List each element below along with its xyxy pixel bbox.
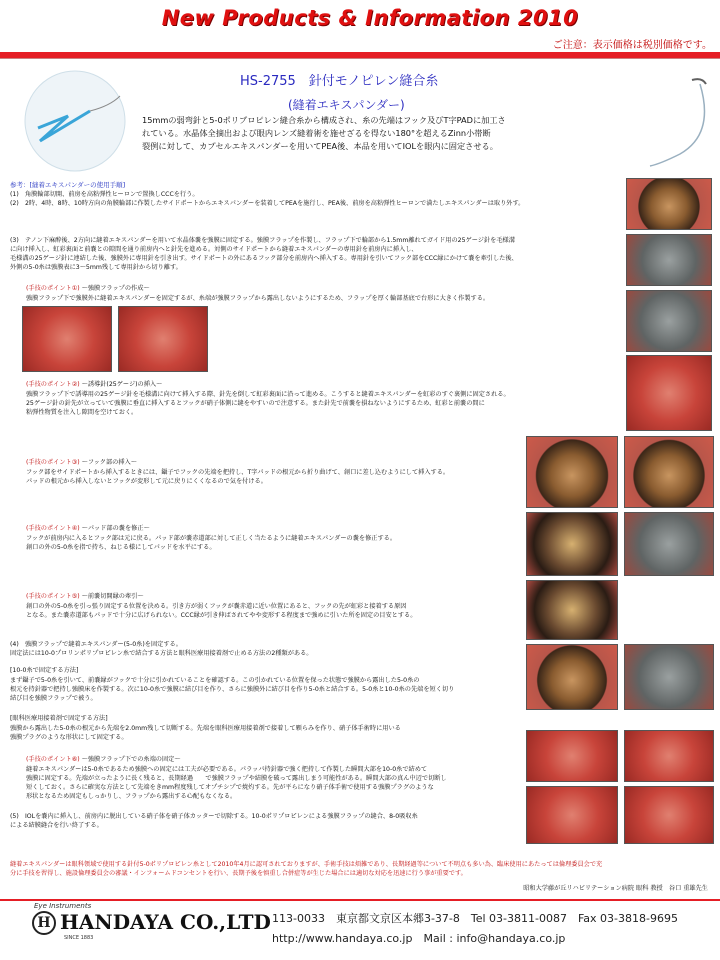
point-4-label: (手技のポイント④) [26,525,80,532]
point-3-heading [26,458,137,467]
caution-line: 分に手技を習得し、施設倫理委員会の審議・インフォームドコンセントを行い、長期予後を慎重し合併症等が生じた場合には適切な対応を迅速に行う事が重要です。 [10,870,467,877]
step-2: (2) 2時、4時、8時、10時方向の角膜輪部に作製したサイドポートからエキスパンダーを装着してPEAを施行し、PEA後、前房を高粘弾性ヒーロンで満たしエキスパンダーは取り外す。 [10,200,525,207]
surgery-photo [626,178,712,230]
surgery-photo [624,730,714,782]
step-3-line: (3) テノン下麻酔後、2方向に縫着エキスパンダーを用いて水晶体嚢を強膜に固定する。強膜フラップを作製し、フラップ下で輪部から1.5mm離れてガイド用の25ゲージ針を毛様溝 [10,237,515,244]
surgery-photo [526,512,618,576]
point-4-line: フックが前房内に入るとフック部は元に戻る。パッド部が嚢赤道部に対して正しく当たるように縫着エキスパンダーの嚢を修正する。 [26,535,397,542]
surgery-photo [626,290,712,352]
method-2-title: [眼科医療用接着剤で固定する方法] [10,715,108,722]
logo-tagline: Eye Instruments [34,902,92,910]
point-4-heading [26,524,150,533]
point-2-line: 25ゲージ針の針先が立っていて強膜に垂直に挿入するとフックが硝子体側に縫をやすいので注意する。また針先で前嚢を損ねないようにするため、虹彩と前嚢の間に [26,400,485,407]
point-6-label: (手技のポイント⑥) [26,756,80,763]
step-5-line: による結膜縫合を行い終了する。 [10,822,103,829]
point-5-heading [26,592,144,601]
method-1-line: 結び目を強膜フラップで被う。 [10,695,97,702]
surgery-photo [526,786,618,844]
surgery-photo [624,512,714,576]
point-2-heading [26,380,162,389]
point-2-label: (手技のポイント②) [26,381,80,388]
point-1-title: 〜強膜フラップの作成〜 [81,285,150,292]
point-3-line: パッドの根元から挿入しないとフックが変形して元に戻りにくくなるので気を付ける。 [26,478,267,485]
step-3-line: に向け挿入し、虹彩裏面と前嚢との隙間を通り前房内へと針先を進める。対側のサイドポートから縫着エキスパンダーの専用針を前房内に挿入し、 [10,246,418,253]
step-4-line: (4) 強膜フラップで縫着エキスパンダー(5-0糸)を固定する。 [10,641,182,648]
point-6-line: 形状となるため固定もしっかりし、フラップから露出する心配もなくなる。 [26,793,237,800]
company-since: SINCE 1883 [64,935,94,941]
step-3-line: 外側の5-0糸は強膜表に3〜5mm残して専用針から切り離す。 [10,264,182,271]
point-3-label: (手技のポイント③) [26,459,80,466]
point-5-line: 創口の外の5-0糸を引っ張り固定する位置を決める。引き方が弱くフックが嚢赤道に近い位置にあると、フックの先が虹彩と接着する原因 [26,603,407,610]
caution-note [10,860,715,878]
point-5-line: となる。また嚢赤道部もパッドで十分に広げられない。CCC縁が引き伸ばされてやや変形する程度まで強めに引いた所を固定の目安とする。 [26,612,417,619]
point-2-line: 粘弾性物質を注入し隙間を空けておく。 [26,409,138,416]
product-title: HS-2755 針付モノピレン縫合糸 [240,74,439,89]
company-address: 113-0033 東京都文京区本郷3-37-8 Tel 03-3811-0087 Fax 03-3818-9695 [272,912,678,925]
surgery-photo [526,580,618,640]
point-2-title: 〜誘導針(25ゲージ)の挿入〜 [81,381,163,388]
method-1-line: 根元を持針器で把持し強膜床を作製する。次に10-0糸で強膜に結び目を作り、さらに強膜外に結び目を作り5-0糸と結合する。5-0糸と10-0糸の先端を短く切り [10,686,455,693]
point-3-line: フック部をサイドポートから挿入するときには、鑷子でフックの先端を把持し、T字パッドの根元から折り曲げて、創口に差し込むようにして挿入する。 [26,469,450,476]
point-5-label: (手技のポイント⑤) [26,593,80,600]
point-2-text [26,390,510,417]
step-3 [10,236,625,272]
step-1: (1) 角膜輪部切開、前房を高粘弾性ヒーロンで置換しCCCを行う。 [10,191,199,198]
point-4-line: 創口の外の5-0糸を指で持ち、ねじる様にしてパッドを水平にする。 [26,544,216,551]
step-3-line: 毛様溝の25ゲージ針に連結した後、強膜外に専用針を引き出す。サイドポートの外にあるフック部分を前房内へ挿入する。専用針を引いてフック部をCCC縁にかけて嚢を牽引した後、 [10,255,518,262]
method-2 [10,724,401,742]
surgery-photo [624,786,714,844]
method-1-line: まず鑷子で5-0糸を引いて、前嚢縁がフックで十分に引かれていることを確認する。この引かれている位置を保った状態で強膜から露出した5-0糸の [10,677,420,684]
method-2-line: 強膜から露出した5-0糸の根元から先端を2.0mm残して切断する。先端を眼科医療用接着剤で接着して顆らみを作り、硝子体手術時に用いる [10,725,401,732]
page-title: New Products & Information 2010 [161,6,579,30]
product-subtitle: (縫着エキスパンダー) [288,98,405,112]
company-logo-icon: H [32,911,56,935]
point-4-title: 〜パッド部の嚢を修正〜 [81,525,150,532]
surgery-photo [626,355,712,431]
step-4-line: 固定法には10-0プロリンポリプロピレン糸で結合する方法と眼科医療用接着剤で止める方法の2種類がある。 [10,650,313,657]
point-3-title: 〜フック部の挿入〜 [81,459,137,466]
point-6-heading [26,755,181,764]
surgery-photo [118,306,208,372]
product-image [20,66,130,176]
header-thin-divider [0,58,720,59]
method-2-line: 強膜プラグのような形状にして固定する。 [10,734,128,741]
point-6-line: 短くしておく。さらに確実な方法として先端をきmm程度残してオプチシプで焼灼する。先が平らになり硝子体手術で使用する強膜プラグのような [26,784,434,791]
point-1-heading [26,284,150,293]
product-description [142,114,612,153]
description-line: れている。水晶体全摘出および眼内レンズ縫着術を施せざるを得ない180°を超えるZinn小帯断 [142,128,491,138]
step-5 [10,812,418,830]
method-1 [10,676,454,703]
company-web-mail: http://www.handaya.co.jp Mail : info@handaya.co.jp [272,932,566,945]
surgery-photo [624,436,714,508]
surgery-photo [526,436,618,508]
caution-line: 縫着エキスパンダーは眼科領域で使用する針付5-0ポリプロピレン糸として2010年4月に認可されておりますが、手術手技は煩雑であり、長期経過等について不明点も多い為、臨床使用にあたっては倫理委員会で充 [10,861,603,868]
point-6-text [26,765,447,801]
step-5-line: (5) IOLを嚢内に挿入し、前房内に脱出している硝子体を硝子体カッターで切除する。10-0ポリプロピレンによる強膜フラップの縫合、8-0吸収糸 [10,813,418,820]
surgery-photo [22,306,112,372]
point-6-line: 強膜に固定する。先端が立ったように長く残ると、長期経過 で強膜フラップや結膜を破って露出しまう可能性がある。瞬間大部の真ん中辺で切断し [26,775,447,782]
footer-divider [0,899,720,901]
credit: 昭和大学藤が丘リハビリテーション病院 眼科 教授 谷口 重雄先生 [523,885,708,892]
point-6-line: 縫着エキスパンダーは5-0糸であるため強膜への固定には工夫が必要である。パラッパ持針器で強く把持して作製した瞬間大部を10-0糸で結めて [26,766,428,773]
description-line: 裂例に対して、カプセルエキスパンダーを用いてPEA後、本品を用いてIOLを眼内に固定させる。 [142,141,498,151]
procedure-heading: 参考：[縫着エキスパンダーの使用手順] [10,181,126,189]
surgery-photo [624,644,714,710]
description-line: 15mmの弱弯針と5-0ポリプロピレン縫合糸から構成され、糸の先端はフック及びT字PADに加工さ [142,115,506,125]
method-1-title: [10-0糸で固定する方法] [10,667,79,674]
surgery-photo [526,730,618,782]
step-4 [10,640,312,658]
point-3-text [26,468,449,486]
price-note: ご注意：表示価格は税別価格です。 [552,40,712,51]
point-6-title: 〜強膜フラップ下での糸端の固定〜 [81,756,181,763]
point-5-text [26,602,416,620]
point-2-line: 強膜フラップ下で誘導用の25ゲージ針を毛様溝に向けて挿入する際、針先を倒して虹彩裏面に沿って進める。こうすると縫着エキスパンダーを虹彩のすぐ裏側に固定される。 [26,391,510,398]
point-1-label: (手技のポイント①) [26,285,80,292]
point-1-text: 強膜フラップ下で強膜外に縫着エキスパンダーを固定するが、糸端が強膜フラップから露出しないようにするため、フラップを厚く輪部基底で台形に大きく作製する。 [26,295,490,302]
point-4-text [26,534,396,552]
company-name: HANDAYA CO.,LTD [60,910,271,934]
needle-suture-image [640,74,710,174]
surgery-photo [526,644,618,710]
point-5-title: 〜前嚢切開縁の牽引〜 [81,593,144,600]
surgery-photo [626,234,712,286]
